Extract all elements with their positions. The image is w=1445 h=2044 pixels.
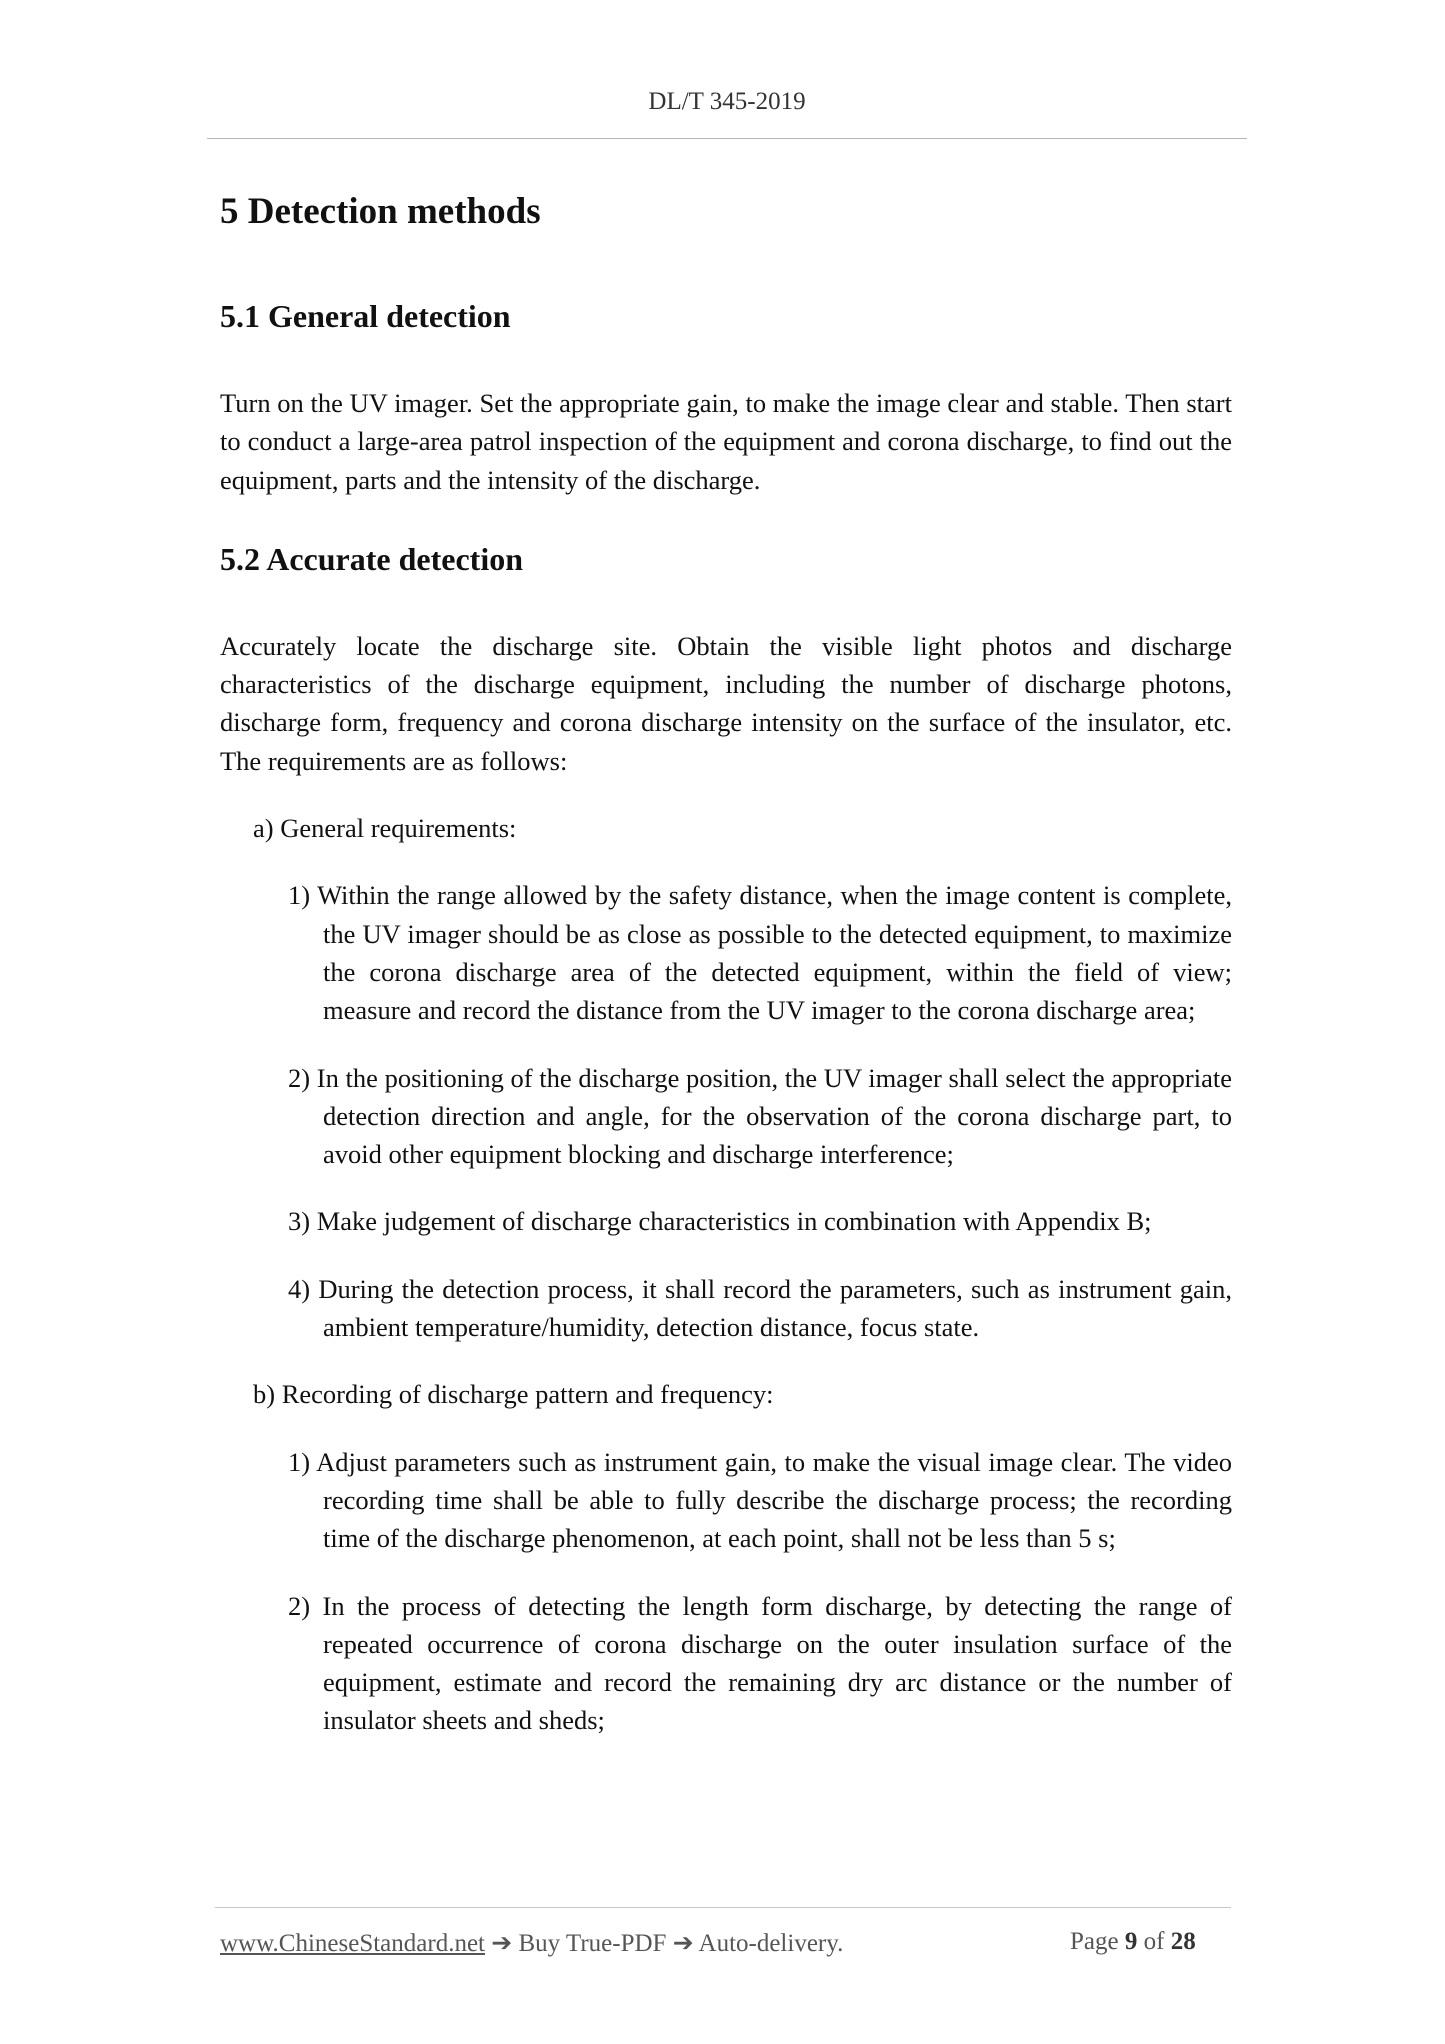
- list-item-a-4: 4) During the detection process, it shall record the parameters, such as instrument gain, ambient temperature/humidity, detection distance, focus state.: [288, 1273, 1232, 1343]
- arrow-right-icon: ➔: [491, 1930, 513, 1957]
- footer-buy-text: Buy True-PDF: [518, 1930, 667, 1957]
- list-item-b: b) Recording of discharge pattern and frequency:: [253, 1379, 774, 1410]
- list-item-a: a) General requirements:: [253, 813, 517, 844]
- page-indicator: [1070, 1928, 1196, 1956]
- list-item-b-2: 2) In the process of detecting the length form discharge, by detecting the range of repeated occurrence of corona discharge on the outer insulation surface of the equipment, estimate and record the remaining dry arc distance or the number of insulator sheets and sheds;: [288, 1590, 1232, 1736]
- list-item-a-2: 2) In the positioning of the discharge position, the UV imager shall select the appropriate detection direction and angle, for the observation of the corona discharge part, to avoid other equipment blocking and discharge interference;: [288, 1062, 1232, 1170]
- list-item-a-1: 1) Within the range allowed by the safety distance, when the image content is complete, the UV imager should be as close as possible to the detected equipment, to maximize the corona discharge area of the detected equipment, within the field of view; measure and record the distance from the UV imager to the corona discharge area;: [288, 880, 1232, 1026]
- header-divider: [207, 138, 1247, 139]
- running-header: DL/T 345-2019: [648, 88, 806, 115]
- total-pages: 28: [1170, 1928, 1196, 1955]
- subsection-5-2-title: 5.2 Accurate detection: [220, 540, 524, 577]
- page-body: [220, 178, 1232, 1740]
- footer-site-link[interactable]: www.ChineseStandard.net: [220, 1930, 485, 1957]
- footer-divider: [215, 1907, 1231, 1908]
- arrow-right-icon: ➔: [672, 1930, 694, 1957]
- section-title: 5 Detection methods: [220, 191, 541, 232]
- page-word: Page: [1070, 1928, 1119, 1955]
- list-item-b-1: 1) Adjust parameters such as instrument gain, to make the visual image clear. The video recording time shall be able to fully describe the discharge process; the recording time of the discharge phenomenon, at each point, shall not be less than 5 s;: [288, 1446, 1232, 1554]
- subsection-5-2-paragraph: Accurately locate the discharge site. Obtain the visible light photos and discharge characteristics of the discharge equipment, including the number of discharge photons, discharge form, frequency and corona discharge intensity on the surface of the insulator, etc. The requirements are as follows:: [220, 630, 1232, 776]
- page-number: 9: [1124, 1928, 1138, 1955]
- subsection-5-1-paragraph: Turn on the UV imager. Set the appropriate gain, to make the image clear and stable. Then start to conduct a large-area patrol inspection of the equipment and corona discharge, to find out the equipment, parts and the intensity of the discharge.: [220, 388, 1232, 495]
- list-item-a-3: 3) Make judgement of discharge characteristics in combination with Appendix B;: [288, 1206, 1152, 1237]
- footer-delivery-text: Auto-delivery.: [698, 1930, 844, 1957]
- subsection-5-1-title: 5.1 General detection: [220, 298, 511, 334]
- footer-promo: [220, 1928, 843, 1958]
- of-word: of: [1143, 1928, 1165, 1955]
